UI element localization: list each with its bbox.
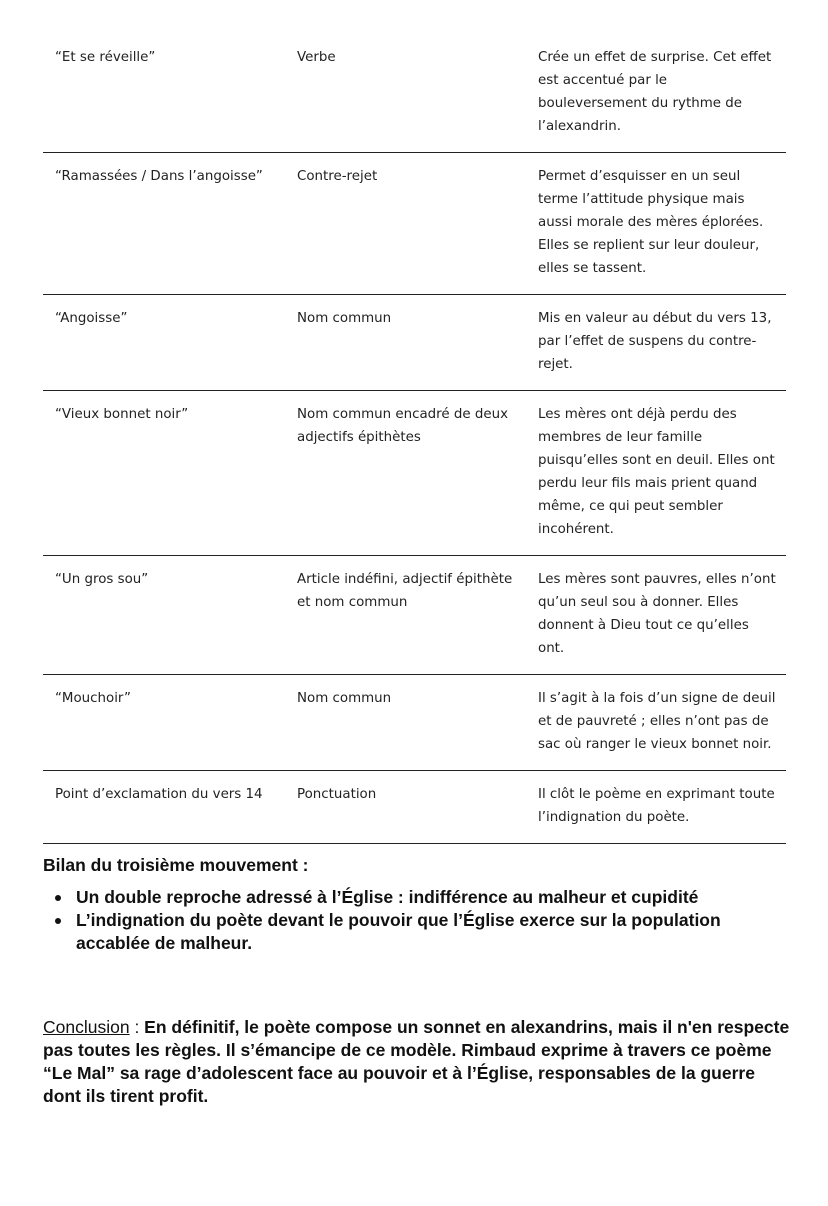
interpretation-cell: Il clôt le poème en exprimant toute l’indignation du poète. [526,771,786,844]
procede-cell: Verbe [285,34,526,153]
bullet-icon [55,895,61,901]
bilan-section [43,854,786,955]
list-item [43,909,786,955]
procede-cell: Ponctuation [285,771,526,844]
bilan-title: Bilan du troisième mouvement : [43,855,309,875]
table-row [43,675,786,771]
table-row [43,153,786,295]
procede-cell: Contre-rejet [285,153,526,295]
conclusion-paragraph [43,1016,793,1108]
procede-cell: Nom commun [285,295,526,391]
citation-cell: “Ramassées / Dans l’angoisse” [43,153,285,295]
procede-cell: Article indéfini, adjectif épithète et nom commun [285,556,526,675]
citation-cell: “Vieux bonnet noir” [43,391,285,556]
interpretation-cell: Les mères ont déjà perdu des membres de leur famille puisqu’elles sont en deuil. Elles ont perdu leur fils mais prient quand même, ce qui peut sembler incohérent. [526,391,786,556]
table-row [43,34,786,153]
conclusion-text: En définitif, le poète compose un sonnet en alexandrins, mais il n'en respecte pas toutes les règles. Il s’émancipe de ce modèle. Rimbaud exprime à travers ce poème “Le Mal” sa rage d’adolescent face au pouvoir et à l’Église, responsables de la guerre dont ils tirent profit. [43,1017,790,1106]
list-item [43,886,786,909]
interpretation-cell: Mis en valeur au début du vers 13, par l’effet de suspens du contre-rejet. [526,295,786,391]
procede-cell: Nom commun [285,675,526,771]
analysis-table [43,34,786,844]
table-row [43,771,786,844]
citation-cell: “Un gros sou” [43,556,285,675]
conclusion-label: Conclusion [43,1017,130,1037]
citation-cell: Point d’exclamation du vers 14 [43,771,285,844]
table-row [43,391,786,556]
table-row [43,295,786,391]
conclusion-separator: : [129,1017,145,1037]
citation-cell: “Mouchoir” [43,675,285,771]
interpretation-cell: Les mères sont pauvres, elles n’ont qu’un seul sou à donner. Elles donnent à Dieu tout ce qu’elles ont. [526,556,786,675]
bilan-list [43,886,786,955]
bullet-icon [55,918,61,924]
table-row [43,556,786,675]
interpretation-cell: Il s’agit à la fois d’un signe de deuil et de pauvreté ; elles n’ont pas de sac où ranger le vieux bonnet noir. [526,675,786,771]
bilan-item-text: Un double reproche adressé à l’Église : indifférence au malheur et cupidité [76,887,699,907]
interpretation-cell: Permet d’esquisser en un seul terme l’attitude physique mais aussi morale des mères éplorées. Elles se replient sur leur douleur, elles se tassent. [526,153,786,295]
procede-cell: Nom commun encadré de deux adjectifs épithètes [285,391,526,556]
bilan-item-text: L’indignation du poète devant le pouvoir que l’Église exerce sur la population accablée de malheur. [76,910,721,953]
citation-cell: “Et se réveille” [43,34,285,153]
interpretation-cell: Crée un effet de surprise. Cet effet est accentué par le bouleversement du rythme de l’alexandrin. [526,34,786,153]
citation-cell: “Angoisse” [43,295,285,391]
